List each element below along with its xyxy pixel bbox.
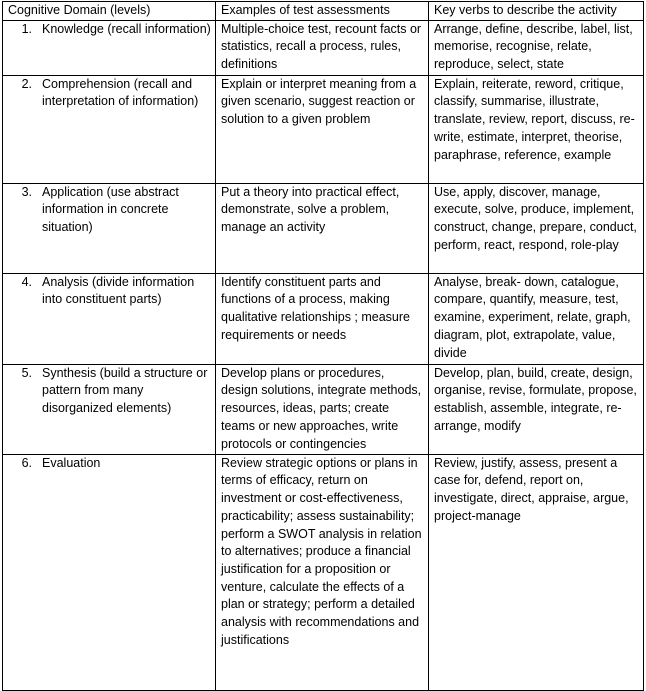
examples-cell: Explain or interpret meaning from a given scenario, suggest reaction or solution to a given problem [216, 75, 429, 183]
level-cell [3, 454, 216, 690]
level-number: 2. [21, 76, 32, 91]
examples-cell: Multiple-choice test, recount facts or statistics, recall a process, rules, definitions [216, 20, 429, 75]
header-key-verbs: Key verbs to describe the activity [429, 2, 644, 21]
level-name: Analysis (divide information into constituent parts) [42, 274, 195, 307]
level-name: Comprehension (recall and interpretation of information) [42, 76, 199, 109]
verbs-cell: Use, apply, discover, manage, execute, solve, produce, implement, construct, change, prepare, conduct, perform, react, respond, role-play [429, 183, 644, 273]
level-name: Application (use abstract information in concrete situation) [42, 184, 179, 235]
level-name: Evaluation [42, 455, 101, 470]
table-row [3, 20, 644, 75]
table-row [3, 454, 644, 690]
level-number: 5. [21, 365, 32, 380]
table-row [3, 183, 644, 273]
verbs-cell: Arrange, define, describe, label, list, memorise, recognise, relate, reproduce, select, state [429, 20, 644, 75]
level-number: 6. [21, 455, 32, 470]
level-cell [3, 20, 216, 75]
table-row [3, 273, 644, 364]
header-test-assessments: Examples of test assessments [216, 2, 429, 21]
examples-cell: Identify constituent parts and functions of a process, making qualitative relationships ; measure requirements or needs [216, 273, 429, 364]
level-cell [3, 75, 216, 183]
level-cell [3, 364, 216, 454]
examples-cell: Put a theory into practical effect, demonstrate, solve a problem, manage an activity [216, 183, 429, 273]
header-cognitive-domain: Cognitive Domain (levels) [3, 2, 216, 21]
level-cell [3, 183, 216, 273]
examples-cell: Develop plans or procedures, design solutions, integrate methods, resources, ideas, parts; create teams or new approaches, write protocols or contingencies [216, 364, 429, 454]
verbs-cell: Analyse, break- down, catalogue, compare, quantify, measure, test, examine, experiment, relate, graph, diagram, plot, extrapolate, value, divide [429, 273, 644, 364]
cognitive-domain-table [2, 1, 644, 691]
level-number: 1. [21, 21, 32, 36]
examples-cell: Review strategic options or plans in terms of efficacy, return on investment or cost-effectiveness, practicability; assess sustainability; perform a SWOT analysis in relation to alternatives; produce a financial justification for a proposition or venture, calculate the effects of a plan or strategy; perform a detailed analysis with recommendations and justifications [216, 454, 429, 690]
level-number: 4. [21, 274, 32, 289]
verbs-cell: Develop, plan, build, create, design, organise, revise, formulate, propose, establish, assemble, integrate, re-arrange, modify [429, 364, 644, 454]
level-cell [3, 273, 216, 364]
header-row [3, 2, 644, 21]
table-row [3, 364, 644, 454]
verbs-cell: Review, justify, assess, present a case for, defend, report on, investigate, direct, appraise, argue, project-manage [429, 454, 644, 690]
level-name: Synthesis (build a structure or pattern from many disorganized elements) [42, 365, 208, 416]
level-number: 3. [21, 184, 32, 199]
table-row [3, 75, 644, 183]
verbs-cell: Explain, reiterate, reword, critique, classify, summarise, illustrate, translate, review, report, discuss, re-write, estimate, interpret, theorise, paraphrase, reference, example [429, 75, 644, 183]
level-name: Knowledge (recall information) [42, 21, 211, 36]
